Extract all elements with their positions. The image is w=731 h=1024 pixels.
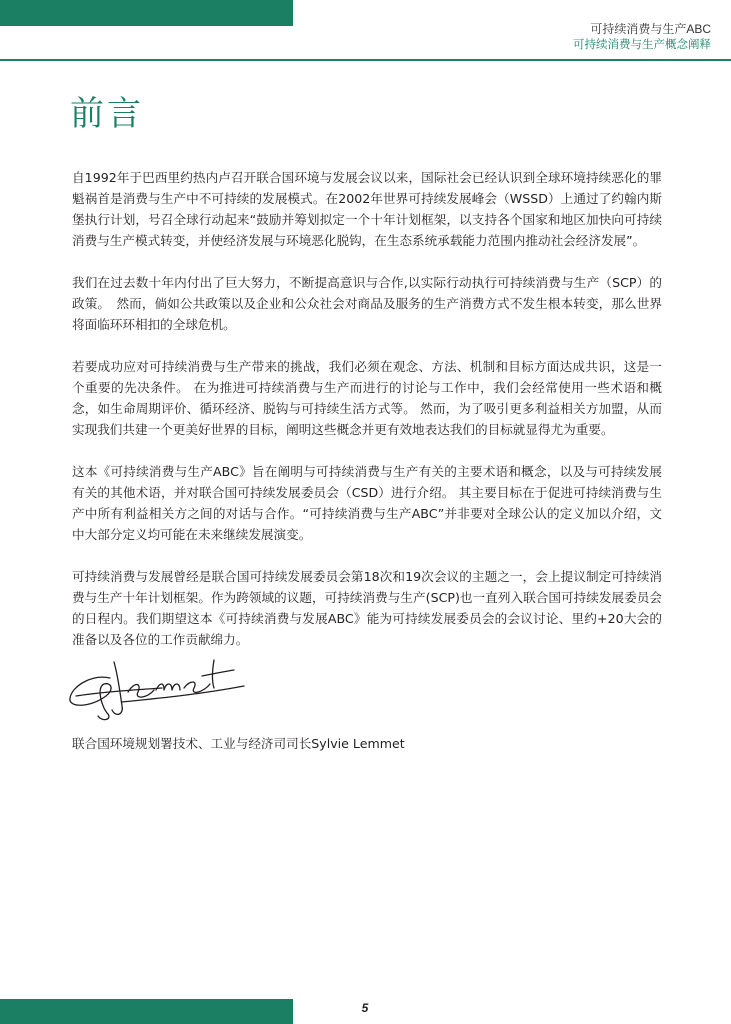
paragraph-2: 我们在过去数十年内付出了巨大努力，不断提高意识与合作,以实际行动执行可持续消费与生产（SCP）的政策。 然而，倘如公共政策以及企业和公众社会对商品及服务的生产消费方式不发生根本转变，那么世界将面临环环相扣的全球危机。 — [72, 275, 662, 332]
header-title: 可持续消费与生产ABC — [590, 22, 711, 36]
page-title: 前言 — [70, 94, 144, 134]
paragraph-4: 这本《可持续消费与生产ABC》旨在阐明与可持续消费与生产有关的主要术语和概念，以及与可持续发展有关的其他术语，并对联合国可持续发展委员会（CSD）进行介绍。 其主要目标在于促进可持续消费与生产中所有利益相关方之间的对话与合作。“可持续消费与生产ABC”并非要对全球公认的定义加以介绍，文中大部分定义均可能在未来继续发展演变。 — [72, 464, 662, 542]
handwritten-signature — [62, 652, 252, 724]
paragraph-5: 可持续消费与发展曾经是联合国可持续发展委员会第18次和19次会议的主题之一，会上提议制定可持续消费与生产十年计划框架。作为跨领域的议题，可持续消费与生产(SCP)也一直列入联合国可持续发展委员会的日程内。我们期望这本《可持续消费与发展ABC》能为可持续发展委员会的会议讨论、里约+20大会的准备以及各位的工作贡献绵力。 — [72, 569, 662, 647]
running-header — [573, 22, 711, 53]
footer-color-bar — [0, 999, 293, 1024]
signatory-line: 联合国环境规划署技术、工业与经济司司长Sylvie Lemmet — [72, 736, 405, 751]
header-subtitle: 可持续消费与生产概念阐释 — [573, 39, 711, 51]
header-color-bar — [0, 0, 293, 26]
paragraph-1: 自1992年于巴西里约热内卢召开联合国环境与发展会议以来，国际社会已经认识到全球环境持续恶化的罪魁祸首是消费与生产中不可持续的发展模式。在2002年世界可持续发展峰会（WSSD）上通过了约翰内斯堡执行计划，号召全球行动起来“鼓励并筹划拟定一个十年计划框架，以支持各个国家和地区加快向可持续消费与生产模式转变，并使经济发展与环境恶化脱钩，在生态系统承载能力范围内推动社会经济发展”。 — [72, 170, 662, 248]
header-divider — [0, 59, 731, 61]
page-number: 5 — [361, 1001, 369, 1015]
foreword-body — [72, 167, 662, 671]
paragraph-3: 若要成功应对可持续消费与生产带来的挑战，我们必须在观念、方法、机制和目标方面达成共识，这是一个重要的先决条件。 在为推进可持续消费与生产而进行的讨论与工作中，我们会经常使用一些术语和概念，如生命周期评价、循环经济、脱钩与可持续生活方式等。 然而，为了吸引更多利益相关方加盟，从而实现我们共建一个更美好世界的目标，阐明这些概念并更有效地表达我们的目标就显得尤为重要。 — [72, 359, 662, 437]
